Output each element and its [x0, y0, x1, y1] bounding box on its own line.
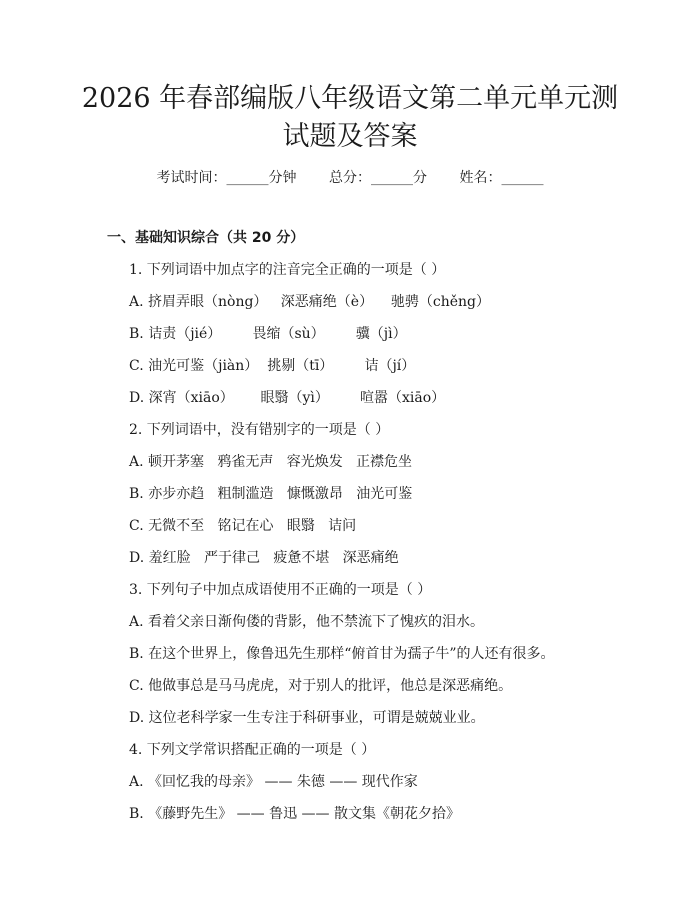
question-1-option-c: C. 油光可鉴（jiàn） 挑剔（tī） 诘（jí）: [129, 358, 416, 374]
question-1: 1. 下列词语中加点字的注音完全正确的一项是（ ）: [129, 262, 446, 278]
question-3-option-d: D. 这位老科学家一生专注于科研事业，可谓是兢兢业业。: [129, 710, 485, 726]
question-2: 2. 下列词语中，没有错别字的一项是（ ）: [129, 422, 390, 438]
question-2-option-a: A. 顿开茅塞 鸦雀无声 容光焕发 正襟危坐: [129, 454, 413, 470]
question-2-option-d: D. 羞红脸 严于律己 疲惫不堪 深恶痛绝: [129, 550, 399, 566]
question-1-option-a: A. 挤眉弄眼（nòng） 深恶痛绝（è） 驰骋（chěng）: [129, 294, 490, 310]
question-4-option-a: A. 《回忆我的母亲》 —— 朱德 —— 现代作家: [129, 774, 418, 790]
question-3-option-b: B. 在这个世界上，像鲁迅先生那样“俯首甘为孺子牛”的人还有很多。: [129, 646, 555, 662]
question-3-option-c: C. 他做事总是马马虎虎，对于别人的批评，他总是深恶痛绝。: [129, 678, 513, 694]
question-2-option-b: B. 亦步亦趋 粗制滥造 慷慨激昂 油光可鉴: [129, 486, 413, 502]
exam-score: 总分：______分: [329, 170, 427, 186]
section-heading: 一、基础知识综合（共 20 分）: [107, 230, 305, 246]
question-2-option-c: C. 无微不至 铭记在心 眼翳 诘问: [129, 518, 357, 534]
page-title-line-1: 2026 年春部编版八年级语文第二单元单元测: [81, 83, 619, 114]
question-3: 3. 下列句子中加点成语使用不正确的一项是（ ）: [129, 582, 432, 598]
question-1-option-d: D. 深宵（xiāo） 眼翳（yì） 喧嚣（xiāo）: [129, 390, 446, 406]
page-title-line-2: 试题及答案: [282, 121, 418, 152]
exam-name: 姓名：______: [459, 170, 544, 186]
exam-time: 考试时间：______分钟: [156, 170, 297, 186]
question-4-option-b: B. 《藤野先生》 —— 鲁迅 —— 散文集《朝花夕拾》: [129, 806, 460, 822]
question-1-option-b: B. 诘责（jié） 畏缩（sù） 骥（jì）: [129, 326, 407, 342]
exam-meta: [0, 168, 700, 188]
question-3-option-a: A. 看着父亲日渐佝偻的背影，他不禁流下了愧疚的泪水。: [129, 614, 485, 630]
question-4: 4. 下列文学常识搭配正确的一项是（ ）: [129, 742, 376, 758]
